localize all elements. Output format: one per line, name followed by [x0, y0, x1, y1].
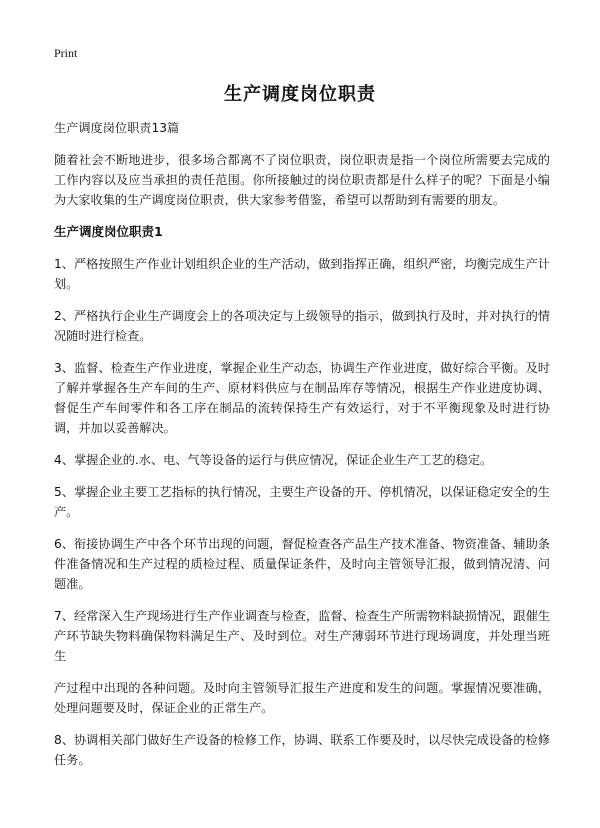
duty-item-2: 2、严格执行企业生产调度会上的各项决定与上级领导的指示，做到执行及时，并对执行的情况随时进行检查。: [54, 309, 550, 343]
section-heading: 生产调度岗位职责1: [54, 224, 163, 239]
document-body: [54, 118, 550, 782]
document-subtitle: 生产调度岗位职责13篇: [54, 121, 180, 135]
duty-item-8: 8、协调相关部门做好生产设备的检修工作，协调、联系工作要及时，以尽快完成设备的检修任务。: [54, 733, 550, 767]
duty-item-6: 6、衔接协调生产中各个环节出现的问题，督促检查各产品生产技术准备、物资准备、辅助条件准备情况和生产过程的质检过程、质量保证条件，及时向主管领导汇报，做到情况清、问题准。: [54, 537, 550, 591]
duty-item-4: 4、掌握企业的.水、电、气等设备的运行与供应情况，保证企业生产工艺的稳定。: [54, 453, 493, 467]
duty-item-7: 7、经常深入生产现场进行生产作业调查与检查，监督、检查生产所需物料缺损情况，跟催生产环节缺失物料确保物料满足生产、及时到位。对生产薄弱环节进行现场调度，并处理当班生: [54, 609, 550, 663]
duty-item-3: 3、监督、检查生产作业进度，掌握企业生产动态，协调生产作业进度，做好综合平衡。及时了解并掌握各生产车间的生产、原材料供应与在制品库存等情况，根据生产作业进度协调、督促生产车间零件和各工序在制品的流转保持生产有效运行，对于不平衡现象及时进行协调，并加以妥善解决。: [54, 361, 550, 435]
intro-paragraph: 随着社会不断地进步，很多场合都离不了岗位职责，岗位职责是指一个岗位所需要去完成的工作内容以及应当承担的责任范围。你所接触过的岗位职责都是什么样子的呢？下面是小编为大家收集的生产调度岗位职责，供大家参考借鉴，希望可以帮助到有需要的朋友。: [54, 153, 550, 207]
duty-item-1: 1、严格按照生产作业计划组织企业的生产活动，做到指挥正确，组织严密，均衡完成生产计划。: [54, 257, 550, 291]
duty-item-7-continued: 产过程中出现的各种问题。及时向主管领导汇报生产进度和发生的问题。掌握情况要准确，处理问题要及时，保证企业的正常生产。: [54, 681, 550, 715]
duty-item-5: 5、掌握企业主要工艺指标的执行情况，主要生产设备的开、停机情况，以保证稳定安全的生产。: [54, 485, 550, 519]
print-label: Print: [54, 46, 78, 60]
page-title: 生产调度岗位职责: [224, 84, 376, 105]
